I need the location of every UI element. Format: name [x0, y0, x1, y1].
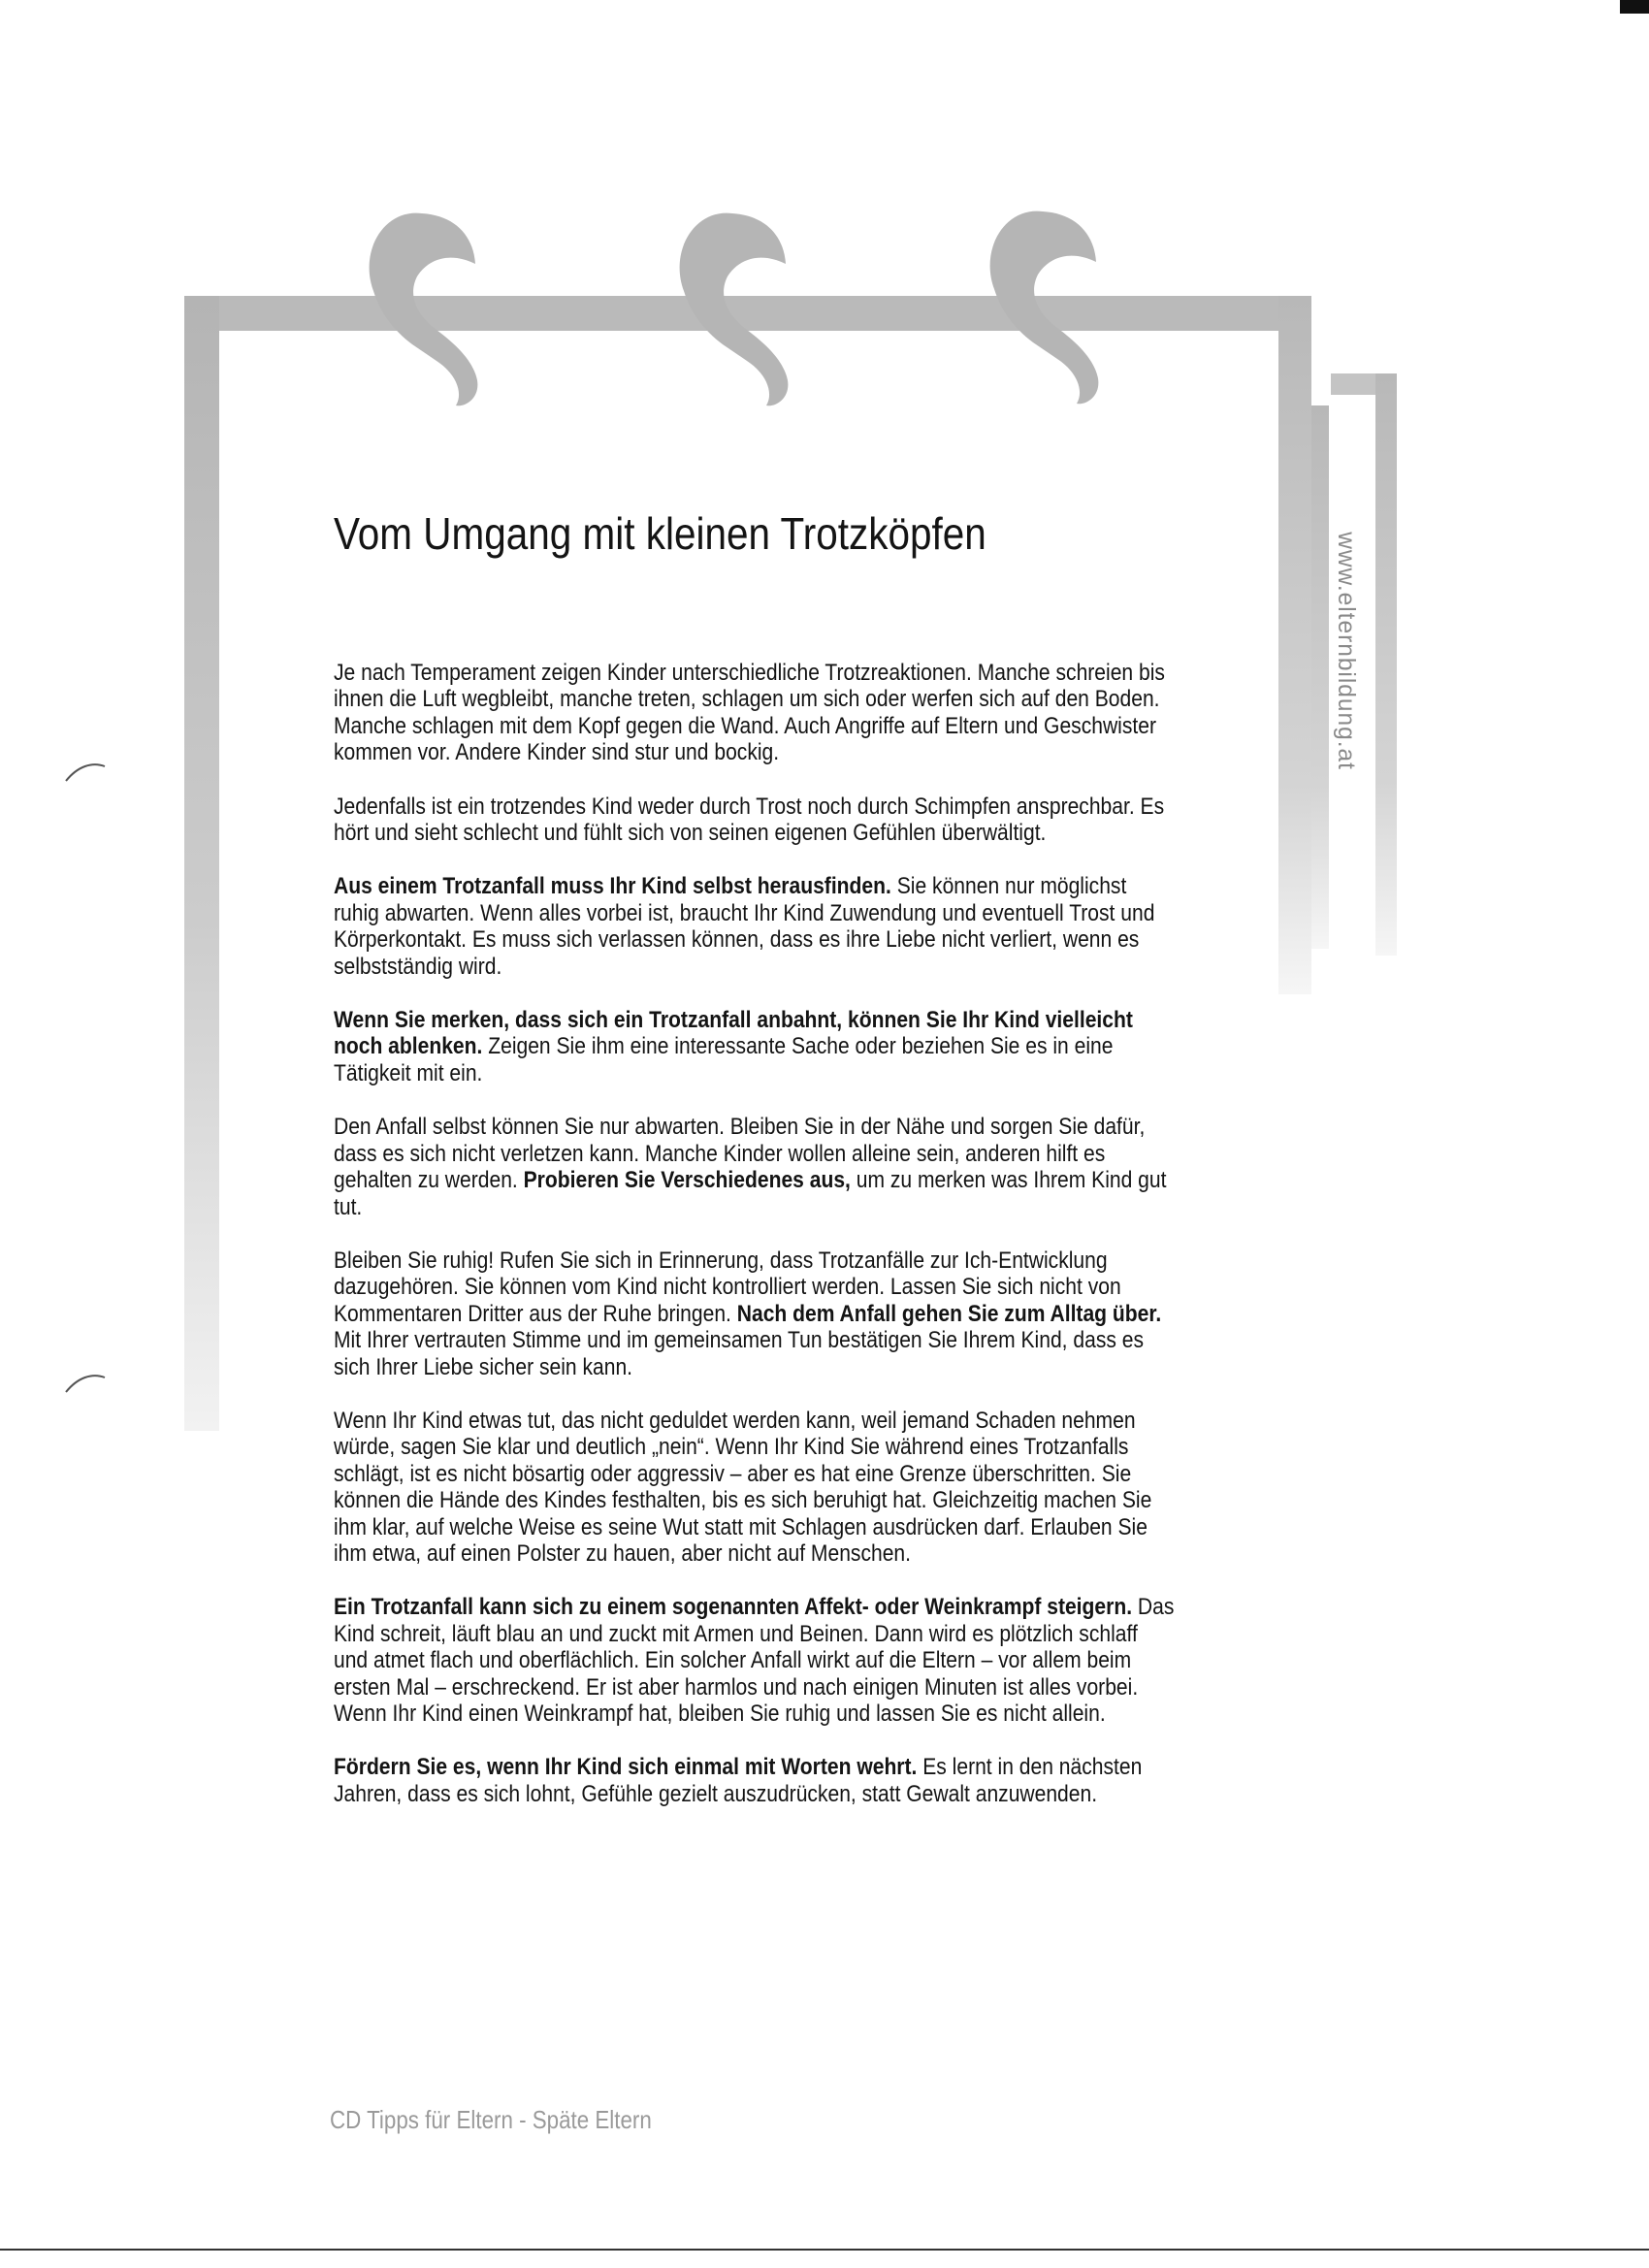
paragraph: [334, 1114, 1177, 1220]
paragraph-text: Wenn Ihr Kind etwas tut, das nicht geduldet werden kann, weil jemand Schaden nehmen würde, sagen Sie klar und deutlich „nein“. Wenn Ihr Kind Sie während eines Trotzanfalls schlägt, ist es nicht bösartig oder aggressiv – aber es hat eine Grenze überschritten. Sie können die Hände des Kindes festhalten, bis es sich beruhigt hat. Gleichzeitig machen Sie ihm klar, auf welche Weise es seine Wut statt mit Schlagen ausdrücken darf. Erlauben Sie ihm etwa, auf einen Polster zu hauen, aber nicht auf Menschen.: [334, 1407, 1152, 1567]
paragraph-lead-bold: Ein Trotzanfall kann sich zu einem sogenannten Affekt- oder Weinkrampf steigern.: [334, 1594, 1133, 1621]
sidebar-website-url: www.elternbildung.at: [1333, 532, 1360, 770]
paragraph: [334, 1594, 1177, 1727]
article-header: [334, 504, 1207, 563]
paragraph: [334, 794, 1177, 847]
paragraph-text: Sie können nur möglichst ruhig abwarten. Wenn alles vorbei ist, braucht Ihr Kind Zuwendung und eventuell Trost und Körperkontakt. Es muss sich verlassen können, dass es ihre Liebe nicht verliert, wenn es selbstständig wird.: [334, 873, 1155, 980]
paragraph-inline-bold: Nach dem Anfall gehen Sie zum Alltag über.: [736, 1300, 1162, 1327]
paragraph: [334, 873, 1177, 980]
article-body: [334, 660, 1177, 1834]
paragraph: [334, 1754, 1177, 1807]
paragraph-text: Mit Ihrer vertrauten Stimme und im gemeinsamen Tun bestätigen Sie Ihrem Kind, dass es sich Ihrer Liebe sicher sein kann.: [334, 1327, 1144, 1380]
paragraph-text: Bleiben Sie ruhig! Rufen Sie sich in Erinnerung, dass Trotzanfälle zur Ich-Entwicklung dazugehören. Sie können vom Kind nicht kontrolliert werden. Lassen Sie sich nicht von Kommentaren Dritter aus der Ruhe bringen.: [334, 1247, 1121, 1327]
paragraph: [334, 1408, 1177, 1567]
scan-corner-mark: [1620, 0, 1649, 14]
paragraph-inline-bold: Probieren Sie Verschiedenes aus,: [523, 1167, 851, 1194]
paragraph-lead-bold: Aus einem Trotzanfall muss Ihr Kind selbst herausfinden.: [334, 873, 891, 900]
paragraph: [334, 1247, 1177, 1380]
paragraph-text: Es lernt in den nächsten Jahren, dass es sich lohnt, Gefühle gezielt auszudrücken, statt Gewalt anzuwenden.: [334, 1754, 1143, 1807]
paragraph-lead-bold: Fördern Sie es, wenn Ihr Kind sich einmal mit Worten wehrt.: [334, 1754, 918, 1781]
page-title: Vom Umgang mit kleinen Trotzköpfen: [334, 508, 986, 559]
scan-bottom-edge: [0, 2249, 1649, 2251]
page-footer: CD Tipps für Eltern - Späte Eltern: [330, 2105, 652, 2134]
paragraph: [334, 660, 1177, 766]
paragraph-text: Das Kind schreit, läuft blau an und zuckt mit Armen und Beinen. Dann wird es plötzlich schlaff und atmet flach und oberflächlich. Ein solcher Anfall wirkt auf die Eltern – vor allem beim ersten Mal – erschreckend. Er ist aber harmlos und nach einigen Minuten ist alles vorbei. Wenn Ihr Kind einen Weinkrampf hat, bleiben Sie ruhig und lassen Sie es nicht allein.: [334, 1594, 1175, 1727]
paragraph-text: Den Anfall selbst können Sie nur abwarten. Bleiben Sie in der Nähe und sorgen Sie dafür, dass es sich nicht verletzen kann. Manche Kinder wollen alleine sein, anderen hilft es gehalten zu werden.: [334, 1114, 1146, 1194]
paragraph-text: Je nach Temperament zeigen Kinder unterschiedliche Trotzreaktionen. Manche schreien bis ihnen die Luft wegbleibt, manche treten, schlagen um sich oder werfen sich auf den Boden. Manche schlagen mit dem Kopf gegen die Wand. Auch Angriffe auf Eltern und Geschwister kommen vor. Andere Kinder sind stur und bockig.: [334, 660, 1165, 766]
paragraph-lead-bold: Wenn Sie merken, dass sich ein Trotzanfall anbahnt, können Sie Ihr Kind vielleicht noch ablenken.: [334, 1007, 1133, 1060]
paragraph: [334, 1007, 1177, 1086]
paragraph-text: Jedenfalls ist ein trotzendes Kind weder durch Trost noch durch Schimpfen ansprechbar. Es hört und sieht schlecht und fühlt sich von seinen eigenen Gefühlen überwältigt.: [334, 793, 1165, 847]
punch-hole-mark-top: [66, 764, 105, 781]
punch-hole-mark-bottom: [66, 1376, 105, 1392]
paragraph-text: Zeigen Sie ihm eine interessante Sache oder beziehen Sie es in eine Tätigkeit mit ein.: [334, 1033, 1114, 1086]
paragraph-text: um zu merken was Ihrem Kind gut tut.: [334, 1167, 1167, 1220]
